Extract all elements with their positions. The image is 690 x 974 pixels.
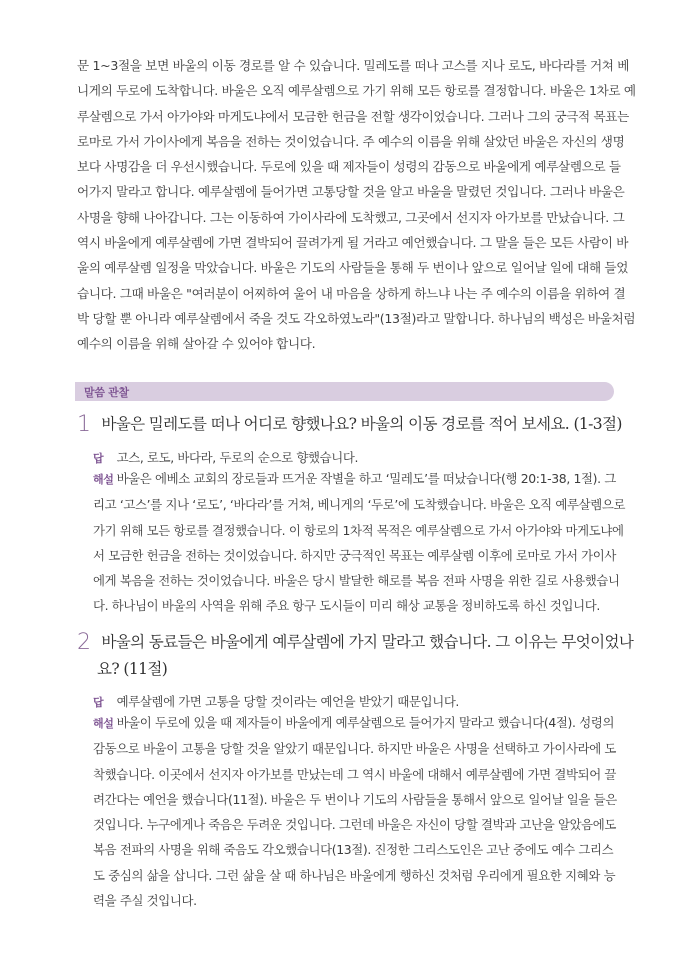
section-title: 말씀 관찰 [84,386,129,399]
explanation-line: 복음 전파의 사명을 위해 죽음도 각오했습니다(13절). 진정한 그리스도인은 고난 중에도 예수 그리스 [93,842,614,858]
explanation-line: 감동으로 바울이 고통을 당할 것을 알았기 때문입니다. 하지만 바울은 사명을 선택하고 가이사라에 도 [93,741,617,757]
intro-line: 보다 사명감을 더 우선시했습니다. 두로에 있을 때 제자들이 성령의 감동으로 바울에게 예루살렘으로 들 [77,159,621,175]
explanation-line: 착했습니다. 이곳에서 선지자 아가보를 만났는데 그 역시 바울에 대해서 예루살렘에 가면 결박되어 끌 [93,766,617,782]
explanation-2 [93,710,618,913]
question-2 [77,630,633,683]
explanation-line: 가기 위해 모든 항로를 결정했습니다. 이 항로의 1차적 목적은 예루살렘으로 가서 아가야와 마게도냐에 [93,522,624,538]
explanation-line: 에게 복음을 전하는 것이었습니다. 바울은 당시 발달한 해로를 복음 전파 사명을 위한 길로 사용했습니 [93,573,620,589]
question-text: 바울은 밀레도를 떠나 어디로 향했나요? 바울의 이동 경로를 적어 보세요. (1-3절) [101,415,622,433]
question-1 [77,412,622,437]
intro-line: 루살렘으로 가서 아가야와 마게도냐에서 모금한 헌금을 전할 생각이었습니다. 그러나 그의 궁극적 목표는 [77,108,629,124]
explanation-label: 해설 [93,717,114,730]
intro-line: 박 당할 뿐 아니라 예루살렘에서 죽을 것도 각오하였노라"(13절)라고 말합니다. 하나님의 백성은 바울처럼 [77,310,636,326]
intro-line: 역시 바울에게 예루살렘에 가면 결박되어 끌려가게 될 거라고 예언했습니다. 그 말을 들은 모든 사람이 바 [77,235,629,251]
answer-label: 답 [93,696,104,709]
question-text: 바울의 동료들은 바울에게 예루살렘에 가지 말라고 했습니다. 그 이유는 무엇이었나 [101,633,634,651]
question-text-cont: 요? (11절) [97,660,168,678]
explanation-line: 바울이 두로에 있을 때 제자들이 바울에게 예루살렘으로 들어가지 말라고 했습니다(4절). 성령의 [116,715,615,730]
intro-line: 사명을 향해 나아갑니다. 그는 이동하여 가이사라에 도착했고, 그곳에서 선지자 아가보를 만났습니다. 그 [77,209,625,225]
explanation-line: 다. 하나님이 바울의 사역을 위해 주요 항구 도시들이 미리 해상 교통을 정비하도록 하신 것입니다. [93,598,600,614]
question-number: 2 [77,630,91,655]
intro-paragraph [77,53,636,357]
explanation-label: 해설 [93,473,114,486]
answer-text: 고스, 로도, 바다라, 두로의 순으로 향했습니다. [116,450,359,465]
intro-line: 예수의 이름을 위해 살아갈 수 있어야 합니다. [77,336,316,352]
intro-line: 습니다. 그때 바울은 "여러분이 어찌하여 울어 내 마음을 상하게 하느냐 나는 주 예수의 이름을 위하여 결 [77,285,626,301]
question-number: 1 [77,412,91,437]
answer-text: 예루살렘에 가면 고통을 당할 것이라는 예언을 받았기 때문입니다. [116,694,460,709]
explanation-line: 것입니다. 누구에게나 죽음은 두려운 것입니다. 그런데 바울은 자신이 당할 결박과 고난을 알았음에도 [93,817,617,833]
answer-2 [93,692,618,710]
intro-line: 니게의 두로에 도착합니다. 바울은 오직 예루살렘으로 가기 위해 모든 항로를 결정합니다. 바울은 1차로 예 [77,83,636,99]
answer-1 [93,448,618,466]
intro-line: 로마로 가서 가이사에게 복음을 전하는 것이었습니다. 주 예수의 이름을 위해 살았던 바울은 자신의 생명 [77,133,625,149]
explanation-line: 도 중심의 삶을 삽니다. 그런 삶을 살 때 하나님은 바울에게 행하신 것처럼 우리에게 필요한 지혜와 능 [93,867,616,883]
explanation-line: 서 모금한 헌금을 전하는 것이었습니다. 하지만 궁극적인 목표는 예루살렘 이후에 로마로 가서 가이사 [93,547,617,563]
explanation-line: 바울은 에베소 교회의 장로들과 뜨거운 작별을 하고 ‘밀레도’를 떠났습니다(행 20:1-38, 1절). 그 [116,471,616,486]
section-header-bar [75,382,614,401]
explanation-line: 력을 주실 것입니다. [93,893,197,909]
intro-line: 문 1~3절을 보면 바울의 이동 경로를 알 수 있습니다. 밀레도를 떠나 고스를 지나 로도, 바다라를 거쳐 베 [77,58,630,73]
intro-line: 어가지 말라고 합니다. 예루살렘에 들어가면 고통당할 것을 알고 바울을 말렸던 것입니다. 그러나 바울은 [77,184,625,200]
intro-line: 울의 예루살렘 일정을 막았습니다. 바울은 기도의 사람들을 통해 두 번이나 앞으로 일어날 일에 대해 들었 [77,260,629,276]
answer-label: 답 [93,452,104,465]
explanation-line: 려간다는 예언을 했습니다(11절). 바울은 두 번이나 기도의 사람들을 통해서 앞으로 일어날 일을 들은 [93,791,617,807]
explanation-1 [93,466,626,619]
explanation-line: 리고 ‘고스’를 지나 ‘로도’, ‘바다라’를 거쳐, 베니게의 ‘두로’에 도착했습니다. 바울은 오직 예루살렘으로 [93,497,626,513]
